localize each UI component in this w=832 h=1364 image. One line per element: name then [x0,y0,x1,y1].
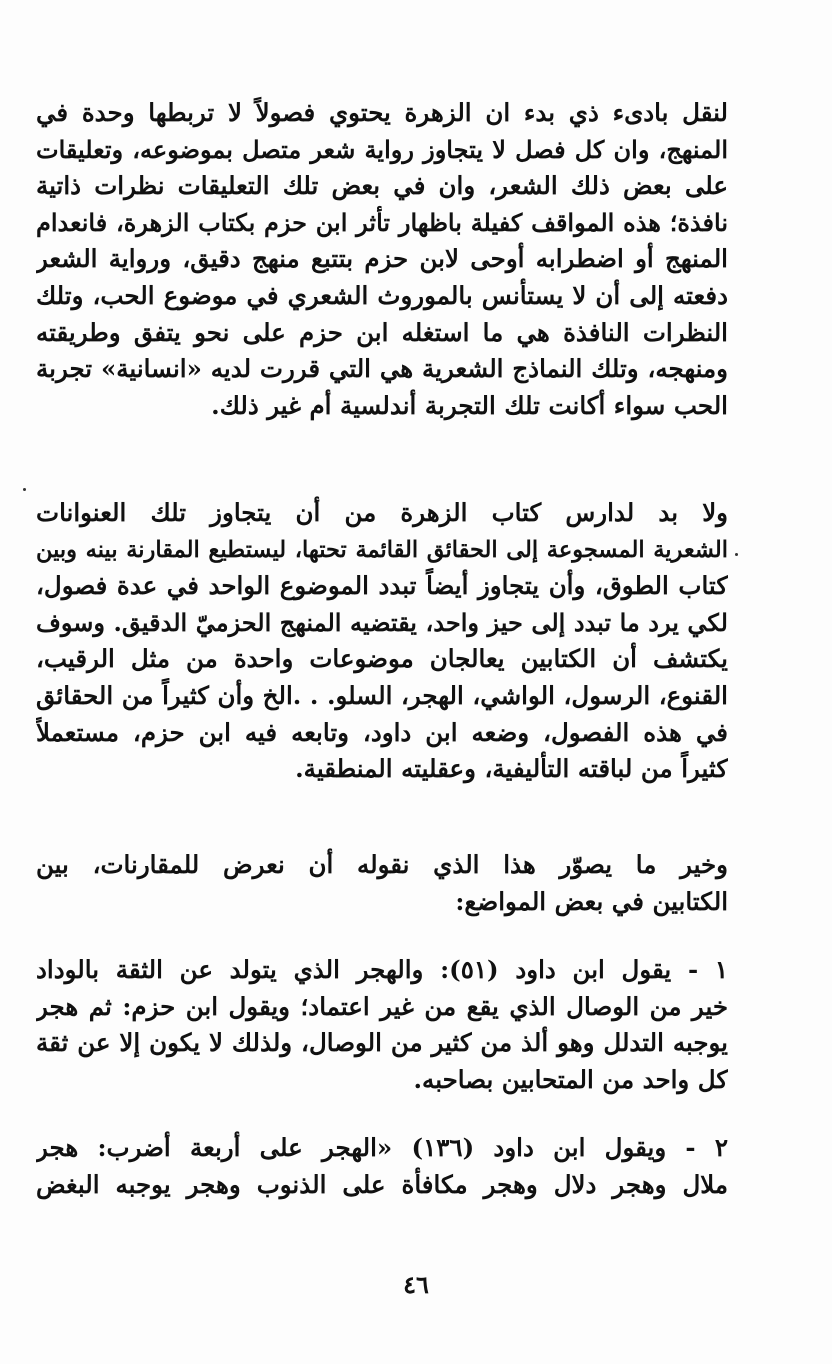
print-speck [735,553,738,556]
text-line: المنهج أو اضطرابه أوحى لابن حزم بتتبع منهج دقيق، ورواية الشعر [36,244,728,274]
text-line: كل واحد من المتحابين بصاحبه. [413,1064,728,1094]
text-line: الشعرية المسجوعة إلى الحقائق القائمة تحتها، ليستطيع المقارنة بينه وبين [36,536,728,563]
text-line: لنقل بادىء ذي بدء ان الزهرة يحتوي فصولاً لا تربطها وحدة في [36,98,728,127]
text-line: لكي يرد ما تبدد إلى حيز واحد، يقتضيه المنهج الحزميّ الدقيق. وسوف [36,607,728,637]
text-line: القنوع، الرسول، الواشي، الهجر، السلو. . .الخ وأن كثيراً من الحقائق [36,680,728,710]
paragraph-1 [36,95,728,424]
text-line: كثيراً من لباقته التأليفية، وعقليته المنطقية. [295,754,728,784]
paragraph-5 [36,1130,728,1203]
text-line: ملال وهجر دلال وهجر مكافأة على الذنوب وهجر يوجبه البغض [36,1169,728,1199]
text-line: كتاب الطوق، وأن يتجاوز أيضاً تبدد الموضوع الواحد في عدة فصول، [36,571,728,601]
text-line: على بعض ذلك الشعر، وان في بعض تلك التعليقات نظرات ذاتية [36,171,728,201]
page-number: ٤٦ [403,1270,429,1299]
print-speck [23,488,26,491]
text-line: خير من الوصال الذي يقع من غير اعتماد؛ ويقول ابن حزم: ثم هجر [36,991,728,1021]
text-line: يوجبه التدلل وهو ألذ من كثير من الوصال، ولذلك لا يكون إلا عن ثقة [36,1028,728,1058]
text-line: المنهج، وان كل فصل لا يتجاوز رواية شعر متصل بموضوعه، وتعليقات [36,134,728,164]
text-line: يكتشف أن الكتابين يعالجان موضوعات واحدة من مثل الرقيب، [36,644,728,674]
text-line: نافذة؛ هذه المواقف كفيلة باظهار تأثر ابن حزم بكتاب الزهرة، فانعدام [36,207,728,237]
paragraph-2 [36,495,728,788]
paragraph-3 [36,847,728,920]
text-line: الحب سواء أكانت تلك التجربة أندلسية أم غير ذلك. [211,390,728,420]
text-line: ولا بد لدارس كتاب الزهرة من أن يتجاوز تلك العنوانات [36,498,728,527]
text-line: النظرات النافذة هي ما استغله ابن حزم على نحو يتفق وطريقته [36,317,728,347]
text-line: ومنهجه، وتلك النماذج الشعرية هي التي قررت لديه «انسانية» تجربة [36,354,728,384]
text-line: ٢ - ويقول ابن داود (١٣٦) «الهجر على أربعة أضرب: هجر [36,1133,728,1162]
text-line: في هذه الفصول، وضعه ابن داود، وتابعه فيه ابن حزم، مستعملاً [36,717,728,747]
text-line: ١ - يقول ابن داود (٥١): والهجر الذي يتولد عن الثقة بالوداد [36,955,728,984]
paragraph-4 [36,952,728,1098]
text-line: الكتابين في بعض المواضع: [455,886,728,916]
text-line: دفعته إلى أن لا يستأنس بالموروث الشعري في موضوع الحب، وتلك [36,280,728,310]
text-line: وخير ما يصوّر هذا الذي نقوله أن نعرض للمقارنات، بين [36,850,728,879]
